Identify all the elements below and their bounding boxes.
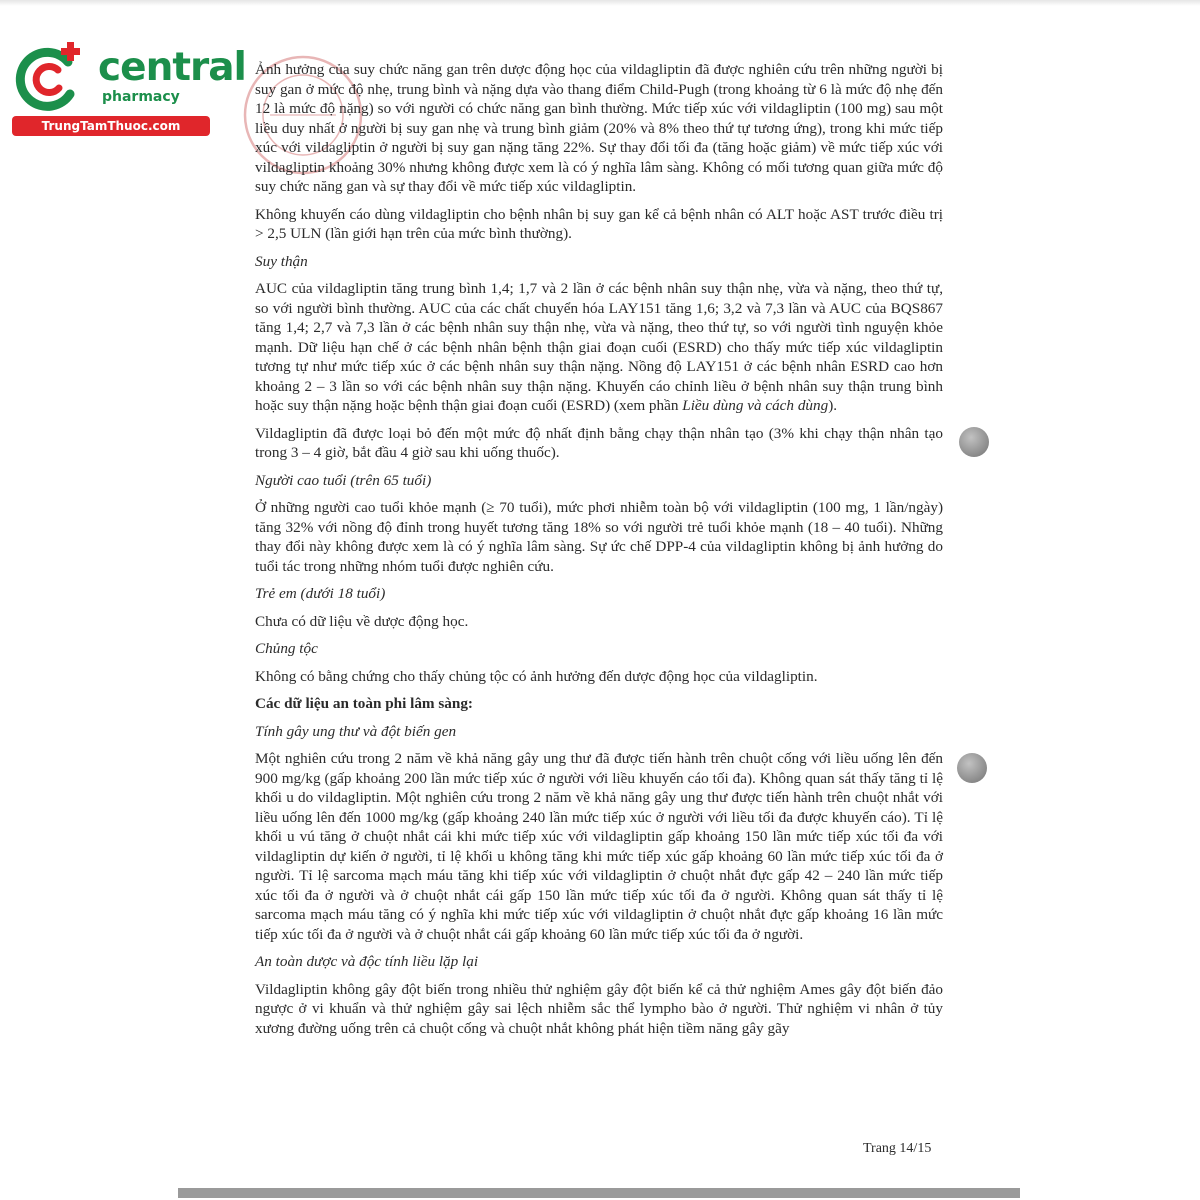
logo-brand-text: central <box>98 45 246 90</box>
dosage-section-reference: Liều dùng và cách dùng <box>682 397 829 414</box>
scan-bottom-edge <box>178 1188 1020 1198</box>
subheading-renal: Suy thận <box>255 252 308 270</box>
subheading-elderly: Người cao tuổi (trên 65 tuổi) <box>255 471 432 489</box>
renal-text-end: ). <box>828 397 838 414</box>
paragraph-dialysis: Vildagliptin đã được loại bỏ đến một mức độ nhất định bằng chạy thận nhân tạo (3% khi chạy thận nhân tạo trong 3 – 4 giờ, bắt đầu 4 giờ sau khi uống thuốc). <box>255 424 943 461</box>
central-pharmacy-logo <box>10 38 246 138</box>
subheading-race: Chủng tộc <box>255 640 318 657</box>
paragraph-carcinogenicity: Một nghiên cứu trong 2 năm về khả năng gây ung thư đã được tiến hành trên chuột cống với liều uống lên đến 900 mg/kg (gấp khoảng 200 lần mức tiếp xúc ở người với liều khuyến cáo tối đa). Không quan sát thấy tăng tỉ lệ khối u do vildagliptin. Một nghiên cứu trong 2 năm về khả năng gây ung thư được tiến hành trên chuột nhắt với liều uống lên đến 1000 mg/kg (gấp khoảng 240 lần mức tiếp xúc ở người với liều tối đa được khuyến cáo). Tỉ lệ khối u vú tăng ở chuột nhắt cái khi mức tiếp xúc với vildagliptin gấp khoảng 150 lần mức tiếp xúc tối đa với vildagliptin dự kiến ở người, tỉ lệ khối u không tăng khi mức tiếp xúc gấp khoảng 60 lần mức tiếp xúc tối đa ở người. Tỉ lệ sarcoma mạch máu tăng khi tiếp xúc với vildagliptin ở chuột nhắt đực gấp 42 – 240 lần mức tiếp xúc tối đa ở người và ở chuột nhắt cái gấp 150 lần mức tiếp xúc tối đa ở người. Không quan sát thấy tỉ lệ sarcoma mạch máu tăng có ý nghĩa khi mức tiếp xúc với vildagliptin ở chuột nhắt đực gấp khoảng 16 lần mức tiếp xúc tối đa ở người và ở chuột nhắt cái gấp khoảng 60 lần mức tiếp xúc tối đa ở người. <box>255 750 943 943</box>
paragraph-children: Chưa có dữ liệu về dược động học. <box>255 612 469 630</box>
page-top-edge <box>0 0 1200 6</box>
renal-text: AUC của vildagliptin tăng trung bình 1,4; 1,7 và 2 lần ở các bệnh nhân suy thận nhẹ, vừa và nặng, theo thứ tự, so với người bình thường. AUC của các chất chuyển hóa LAY151 tăng 1,6; 3,2 và 7,3 lần và AUC của BQS867 tăng 1,4; 2,7 và 7,3 lần ở các bệnh nhân suy thận nhẹ, vừa và nặng, theo thứ tự, so với người tình nguyện khỏe mạnh. Dữ liệu hạn chế ở các bệnh nhân bệnh thận giai đoạn cuối (ESRD) cho thấy mức tiếp xúc vildagliptin tương tự như mức tiếp xúc ở các bệnh nhân suy thận nặng. Nồng độ LAY151 ở các bệnh nhân ESRD cao hơn khoảng 2 – 3 lần so với các bệnh nhân suy thận nặng. Khuyến cáo chỉnh liều ở bệnh nhân suy thận trung bình hoặc suy thận nặng hoặc bệnh thận giai đoạn cuối (ESRD) (xem phần <box>255 280 943 414</box>
subheading-children: Trẻ em (dưới 18 tuổi) <box>255 585 386 602</box>
subheading-carcinogenicity: Tính gây ung thư và đột biến gen <box>255 722 457 740</box>
document-body <box>255 60 943 1046</box>
binder-hole <box>957 753 987 783</box>
logo-url-badge: TrungTamThuoc.com <box>12 116 210 136</box>
heading-nonclinical-safety: Các dữ liệu an toàn phi lâm sàng: <box>255 695 473 712</box>
subheading-repeat-dose: An toàn dược và độc tính liều lặp lại <box>255 953 479 970</box>
paragraph-elderly: Ở những người cao tuổi khỏe mạnh (≥ 70 tuổi), mức phơi nhiễm toàn bộ với vildagliptin (100 mg, 1 lần/ngày) tăng 32% với nồng độ đỉnh trong huyết tương tăng 18% so với người trẻ tuổi khỏe mạnh (18 – 40 tuổi). Những thay đổi này không được xem là có ý nghĩa lâm sàng. Sự ức chế DPP-4 của vildagliptin không bị ảnh hưởng do tuổi tác trong những nhóm tuổi được nghiên cứu. <box>255 499 943 575</box>
logo-sub-text: pharmacy <box>102 89 180 105</box>
binder-hole <box>959 427 989 457</box>
paragraph-race: Không có bằng chứng cho thấy chủng tộc có ảnh hưởng đến dược động học của vildagliptin. <box>255 667 818 685</box>
paragraph-hepatic-recommendation: Không khuyến cáo dùng vildagliptin cho bệnh nhân bị suy gan kể cả bệnh nhân có ALT hoặc AST trước điều trị > 2,5 ULN (lần giới hạn trên của mức bình thường). <box>255 205 943 242</box>
page-number: Trang 14/15 <box>863 1141 932 1156</box>
paragraph-hepatic-impairment: Ảnh hưởng của suy chức năng gan trên dược động học của vildagliptin đã được nghiên cứu trên những người bị suy gan ở mức độ nhẹ, trung bình và nặng dựa vào thang điểm Child-Pugh (trong khoảng từ 6 là mức độ nhẹ đến 12 là mức độ nặng) so với người có chức năng gan bình thường. Mức tiếp xúc với vildagliptin (100 mg) sau một liều duy nhất ở người bị suy gan nhẹ và trung bình giảm (20% và 8% theo thứ tự tương ứng), trong khi mức tiếp xúc với vildagliptin ở người bị suy gan nặng tăng 22%. Sự thay đổi tối đa (tăng hoặc giảm) về mức tiếp xúc với vildagliptin khoảng 30% nhưng không được xem là có ý nghĩa lâm sàng. Không có mối tương quan giữa mức độ suy chức năng gan và sự thay đổi về mức tiếp xúc vildagliptin. <box>255 61 943 195</box>
paragraph-renal-impairment <box>255 279 943 416</box>
logo-mark-icon <box>10 38 90 118</box>
paragraph-genotoxicity: Vildagliptin không gây đột biến trong nhiều thử nghiệm gây đột biến kể cả thử nghiệm Ames gây đột biến đảo ngược ở vi khuẩn và thử nghiệm gây sai lệch nhiễm sắc thể lympho bào ở người. Thử nghiệm vi nhân ở tủy xương đường uống trên cả chuột cống và chuột nhắt không phát hiện tiềm năng gây gãy <box>255 980 943 1037</box>
